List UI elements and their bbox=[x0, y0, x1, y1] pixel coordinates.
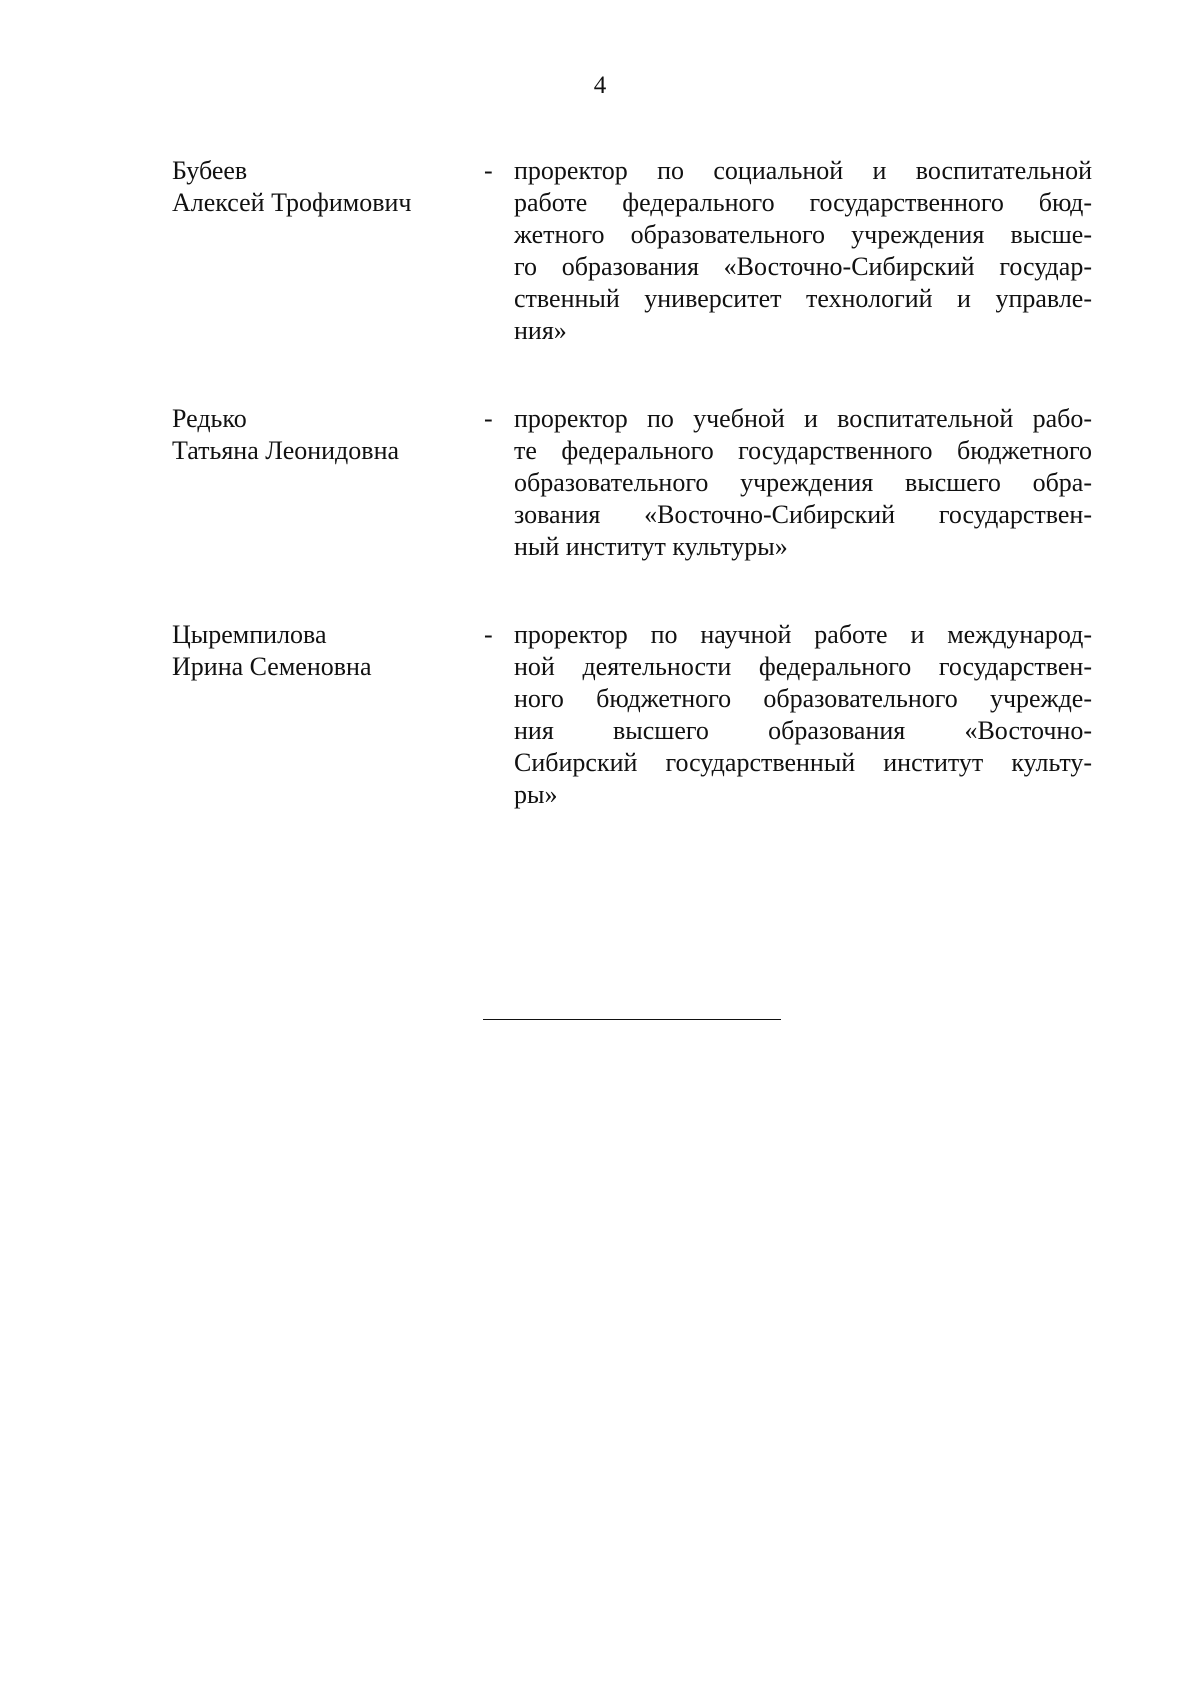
position-line: проректор по научной работе и международ- bbox=[514, 620, 1092, 649]
member-entry bbox=[172, 403, 1092, 563]
members-list bbox=[172, 155, 1092, 867]
dash-separator: - bbox=[484, 620, 493, 649]
member-surname: Редько bbox=[172, 404, 247, 433]
dash-separator: - bbox=[484, 404, 493, 433]
member-entry bbox=[172, 619, 1092, 811]
position-line: ного бюджетного образовательного учрежде- bbox=[514, 684, 1092, 713]
position-line: ния высшего образования «Восточно- bbox=[514, 716, 1092, 745]
position-line: го образования «Восточно-Сибирский государ- bbox=[514, 252, 1092, 281]
position-line: ственный университет технологий и управле- bbox=[514, 284, 1092, 313]
dash-separator: - bbox=[484, 156, 493, 185]
position-line: проректор по учебной и воспитательной рабо- bbox=[514, 404, 1092, 433]
member-entry bbox=[172, 155, 1092, 347]
position-line: образовательного учреждения высшего обра- bbox=[514, 468, 1092, 497]
position-line: те федерального государственного бюджетного bbox=[514, 436, 1092, 465]
position-line: ной деятельности федерального государствен- bbox=[514, 652, 1092, 681]
member-given-names: Ирина Семеновна bbox=[172, 652, 372, 681]
member-surname: Цыремпилова bbox=[172, 620, 327, 649]
position-line: зования «Восточно-Сибирский государствен- bbox=[514, 500, 1092, 529]
end-separator-line bbox=[483, 1019, 781, 1020]
position-line: ры» bbox=[514, 780, 558, 809]
member-given-names: Алексей Трофимович bbox=[172, 188, 412, 217]
page-number: 4 bbox=[593, 72, 607, 99]
position-line: Сибирский государственный институт культу- bbox=[514, 748, 1092, 777]
member-position bbox=[514, 403, 1092, 563]
position-line: работе федерального государственного бюд- bbox=[514, 188, 1092, 217]
member-name bbox=[172, 619, 484, 683]
member-name bbox=[172, 155, 484, 219]
member-surname: Бубеев bbox=[172, 156, 248, 185]
member-position bbox=[514, 155, 1092, 347]
member-name bbox=[172, 403, 484, 467]
member-given-names: Татьяна Леонидовна bbox=[172, 436, 400, 465]
position-line: ния» bbox=[514, 316, 567, 345]
member-position bbox=[514, 619, 1092, 811]
position-line: жетного образовательного учреждения высше- bbox=[514, 220, 1092, 249]
position-line: ный институт культуры» bbox=[514, 532, 788, 561]
position-line: проректор по социальной и воспитательной bbox=[514, 156, 1092, 185]
